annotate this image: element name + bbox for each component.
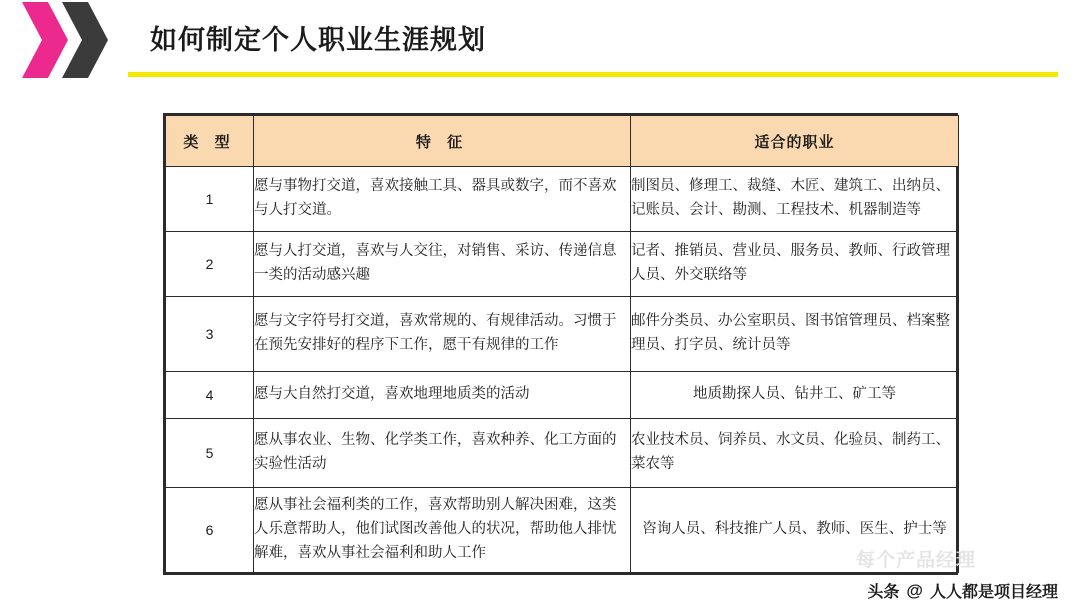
- cell-type: 2: [166, 232, 254, 297]
- cell-feature: 愿从事社会福利类的工作，喜欢帮助别人解决困难，这类人乐意帮助人，他们试图改善他人的状况，帮助他人排忧解难，喜欢从事社会福利和助人工作: [254, 488, 631, 573]
- table-row: [166, 419, 959, 488]
- column-header-type: 类 型: [166, 116, 254, 167]
- cell-type: 1: [166, 167, 254, 232]
- table-row: [166, 167, 959, 232]
- cell-job: 地质勘探人员、钻井工、矿工等: [631, 372, 959, 419]
- cell-type: 3: [166, 297, 254, 372]
- column-header-job: 适合的职业: [631, 116, 959, 167]
- cell-job: 记者、推销员、营业员、服务员、教师、行政管理人员、外交联络等: [631, 232, 959, 297]
- table-row: [166, 297, 959, 372]
- at-symbol: @: [906, 580, 923, 600]
- cell-job: 咨询人员、科技推广人员、教师、医生、护士等: [631, 488, 959, 573]
- career-type-table: [163, 113, 958, 575]
- arrow-decoration: [18, 2, 128, 78]
- table-header-row: [166, 116, 959, 167]
- background-watermark: 每个产品经理: [855, 550, 976, 571]
- cell-feature: 愿与文字符号打交道，喜欢常规的、有规律活动。习惯于在预先安排好的程序下工作，愿干有规律的工作: [254, 297, 631, 372]
- table-row: [166, 232, 959, 297]
- cell-type: 6: [166, 488, 254, 573]
- arrow-dark-icon: [62, 2, 108, 78]
- cell-job: 邮件分类员、办公室职员、图书馆管理员、档案整理员、打字员、统计员等: [631, 297, 959, 372]
- cell-feature: 愿从事农业、生物、化学类工作，喜欢种养、化工方面的实验性活动: [254, 419, 631, 488]
- page-title: 如何制定个人职业生涯规划: [150, 25, 486, 55]
- table-row: [166, 372, 959, 419]
- platform-label: 头条: [867, 584, 900, 601]
- table-row: [166, 488, 959, 573]
- cell-feature: 愿与大自然打交道，喜欢地理地质类的活动: [254, 372, 631, 419]
- cell-job: 农业技术员、饲养员、水文员、化验员、制药工、菜农等: [631, 419, 959, 488]
- cell-feature: 愿与人打交道，喜欢与人交往，对销售、采访、传递信息一类的活动感兴趣: [254, 232, 631, 297]
- slide-header: [0, 0, 1080, 86]
- column-header-feature: 特 征: [254, 116, 631, 167]
- cell-type: 5: [166, 419, 254, 488]
- cell-job: 制图员、修理工、裁缝、木匠、建筑工、出纳员、记账员、会计、勘测、工程技术、机器制造等: [631, 167, 959, 232]
- cell-type: 4: [166, 372, 254, 419]
- account-name: 人人都是项目经理: [929, 584, 1058, 601]
- cell-feature: 愿与事物打交道，喜欢接触工具、器具或数字，而不喜欢与人打交道。: [254, 167, 631, 232]
- watermark-bar: [867, 579, 1058, 602]
- title-underline: [128, 72, 1058, 77]
